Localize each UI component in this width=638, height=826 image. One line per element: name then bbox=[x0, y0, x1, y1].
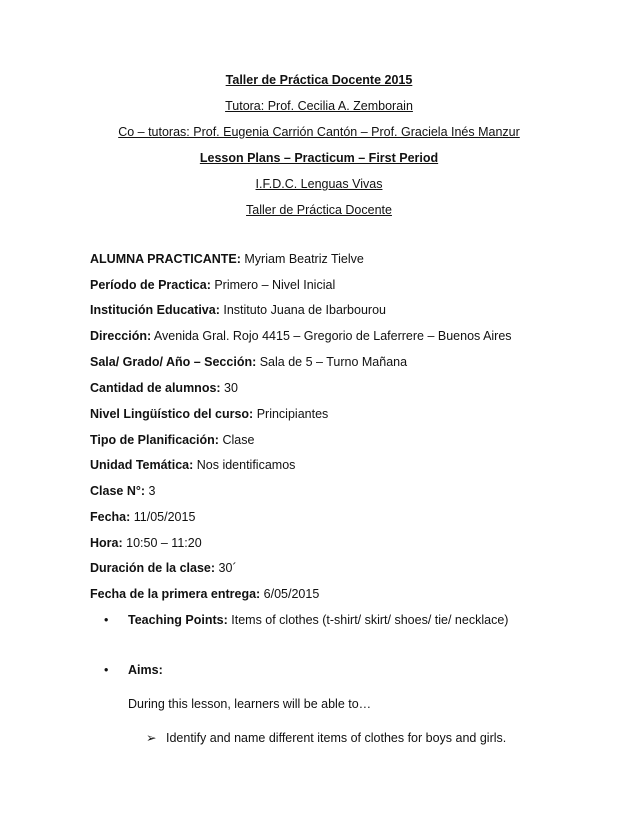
field-value: 11/05/2015 bbox=[130, 510, 196, 524]
arrow-bullet-icon: ➢ bbox=[146, 731, 157, 745]
field-institucion bbox=[90, 302, 386, 318]
field-value: Primero – Nivel Inicial bbox=[210, 278, 336, 292]
bullet-icon: • bbox=[104, 613, 109, 627]
field-label: Fecha de la primera entrega: bbox=[90, 587, 261, 601]
field-duracion bbox=[90, 560, 237, 576]
institute-line: I.F.D.C. Lenguas Vivas bbox=[255, 177, 383, 191]
field-value: 3 bbox=[145, 484, 156, 498]
field-label: ALUMNA PRACTICANTE: bbox=[90, 252, 241, 266]
field-label: Cantidad de alumnos: bbox=[90, 381, 221, 395]
field-label: Tipo de Planificación: bbox=[90, 433, 219, 447]
field-value: 30 bbox=[220, 381, 238, 395]
field-periodo bbox=[90, 277, 335, 293]
field-unidad bbox=[90, 457, 295, 473]
field-value: Avenida Gral. Rojo 4415 – Gregorio de Laferrere – Buenos Aires bbox=[151, 329, 512, 343]
teaching-points bbox=[128, 612, 508, 628]
teaching-points-value: Items of clothes (t-shirt/ skirt/ shoes/ tie/ necklace) bbox=[227, 613, 509, 627]
field-alumna bbox=[90, 251, 364, 267]
field-label: Fecha: bbox=[90, 510, 131, 524]
field-clase bbox=[90, 483, 155, 499]
field-fecha bbox=[90, 509, 195, 525]
field-value: Myriam Beatriz Tielve bbox=[240, 252, 364, 266]
aims-intro: During this lesson, learners will be able to… bbox=[128, 697, 372, 711]
field-cantidad bbox=[90, 380, 238, 396]
aims-item: Identify and name different items of clothes for boys and girls. bbox=[166, 731, 507, 745]
lesson-plans-heading: Lesson Plans – Practicum – First Period bbox=[199, 151, 439, 165]
field-sala bbox=[90, 354, 407, 370]
field-value: Clase bbox=[218, 433, 255, 447]
field-label: Período de Practica: bbox=[90, 278, 211, 292]
field-label: Unidad Temática: bbox=[90, 458, 194, 472]
field-label: Clase N°: bbox=[90, 484, 146, 498]
field-label: Sala/ Grado/ Año – Sección: bbox=[90, 355, 257, 369]
bullet-icon: • bbox=[104, 663, 109, 677]
field-tipo bbox=[90, 432, 254, 448]
document-title: Taller de Práctica Docente 2015 bbox=[225, 73, 413, 87]
field-direccion bbox=[90, 328, 512, 344]
field-value: 10:50 – 11:20 bbox=[122, 536, 202, 550]
teaching-points-label: Teaching Points: bbox=[128, 613, 228, 627]
field-value: 30´ bbox=[215, 561, 237, 575]
field-label: Hora: bbox=[90, 536, 123, 550]
tutora-line: Tutora: Prof. Cecilia A. Zemborain bbox=[225, 99, 413, 113]
aims-label: Aims: bbox=[128, 663, 163, 677]
field-value: Sala de 5 – Turno Mañana bbox=[256, 355, 408, 369]
field-label: Dirección: bbox=[90, 329, 152, 343]
field-value: Instituto Juana de Ibarbourou bbox=[219, 303, 386, 317]
field-label: Institución Educativa: bbox=[90, 303, 220, 317]
field-nivel bbox=[90, 406, 328, 422]
course-line: Taller de Práctica Docente bbox=[246, 203, 392, 217]
field-value: Principiantes bbox=[253, 407, 329, 421]
field-primera-entrega bbox=[90, 586, 319, 602]
field-value: Nos identificamos bbox=[193, 458, 296, 472]
field-label: Nivel Lingüístico del curso: bbox=[90, 407, 254, 421]
field-hora bbox=[90, 535, 202, 551]
field-value: 6/05/2015 bbox=[260, 587, 320, 601]
cotutoras-line: Co – tutoras: Prof. Eugenia Carrión Cantón – Prof. Graciela Inés Manzur bbox=[118, 125, 520, 139]
field-label: Duración de la clase: bbox=[90, 561, 216, 575]
